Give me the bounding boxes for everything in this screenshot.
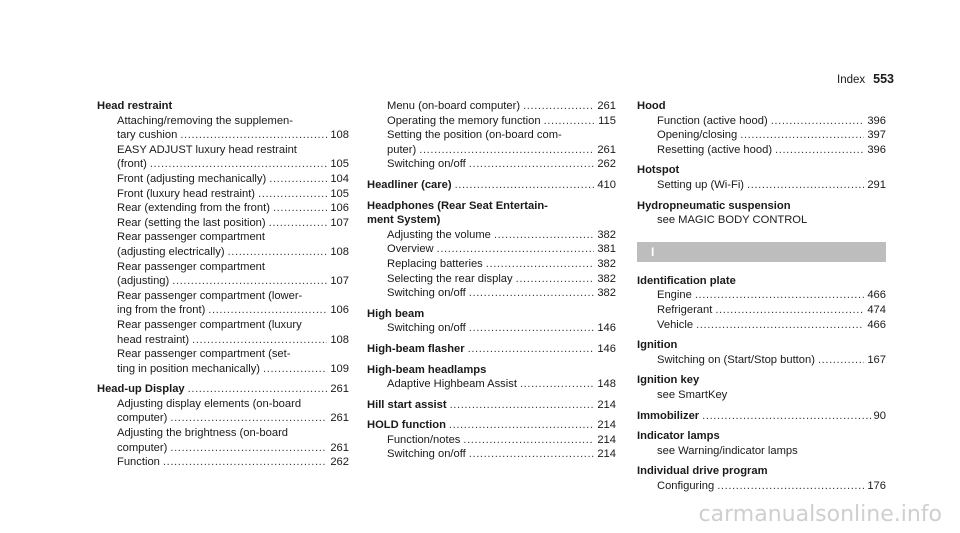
subentry-label: tary cushion (117, 129, 178, 142)
subentry[interactable] (367, 228, 616, 243)
subentry[interactable] (637, 479, 886, 494)
dot-leader (263, 362, 327, 377)
page-ref[interactable]: 262 (330, 456, 349, 469)
subentry[interactable] (97, 187, 349, 202)
subentry[interactable] (97, 362, 349, 377)
dot-leader (208, 303, 327, 318)
dot-leader (450, 398, 595, 413)
page-ref[interactable]: 474 (867, 303, 886, 316)
dot-leader (269, 216, 328, 231)
page-ref[interactable]: 382 (597, 228, 616, 241)
index-column-1 (97, 99, 349, 476)
subentry[interactable] (97, 201, 349, 216)
index-entry-headliner (367, 178, 616, 193)
dot-leader (188, 382, 328, 397)
subentry-label: head restraint) (117, 333, 190, 346)
index-term: Headliner (care) (367, 178, 452, 191)
see-reference[interactable]: see SmartKey (657, 388, 728, 401)
subentry[interactable] (97, 303, 349, 318)
page-ref[interactable]: 146 (597, 342, 616, 355)
subentry[interactable] (637, 318, 886, 333)
dot-leader (715, 303, 864, 318)
page-ref[interactable]: 261 (330, 412, 349, 425)
page-header (837, 72, 894, 86)
page-ref[interactable]: 106 (330, 202, 349, 215)
subentry-text: Adjusting the brightness (on-board (117, 427, 289, 440)
page-ref[interactable]: 396 (867, 114, 886, 127)
subentry[interactable] (367, 321, 616, 336)
index-entry-head-up-display (97, 382, 349, 470)
index-term: Hotspot (637, 164, 680, 177)
index-term-with-page[interactable] (637, 409, 886, 424)
index-term-with-page[interactable] (367, 342, 616, 357)
dot-leader (455, 178, 595, 193)
page-ref[interactable]: 167 (867, 353, 886, 366)
subentry-text: Setting the position (on-board com- (387, 129, 562, 142)
subentry-label: Vehicle (657, 318, 694, 331)
index-term: Hood (637, 100, 666, 112)
subentry-label: (adjusting) (117, 275, 170, 288)
subentry-label: Switching on/off (387, 448, 466, 461)
dot-leader (469, 157, 595, 172)
subentry[interactable] (97, 274, 349, 289)
subentry[interactable] (367, 272, 616, 287)
section-name: Index (837, 74, 866, 86)
dot-leader (740, 128, 864, 143)
subentry-label: Rear (setting the last position) (117, 216, 266, 229)
dot-leader (228, 245, 328, 260)
dot-leader (150, 157, 327, 172)
subentry[interactable] (367, 286, 616, 301)
see-reference[interactable]: see MAGIC BODY CONTROL (657, 214, 808, 227)
page-ref[interactable]: 381 (597, 243, 616, 256)
subentry-label: ting in position mechanically) (117, 362, 261, 375)
subentry[interactable] (637, 353, 886, 368)
index-term: HOLD function (367, 419, 446, 432)
index-term: Indicator lamps (637, 430, 720, 443)
subentry[interactable] (97, 333, 349, 348)
dot-leader (163, 455, 327, 470)
subentry[interactable] (97, 128, 349, 143)
subentry-label: Function (active hood) (657, 114, 768, 127)
index-entry-indicator-lamps (637, 429, 886, 458)
page-ref[interactable]: 109 (330, 362, 349, 375)
page-ref[interactable]: 107 (330, 275, 349, 288)
page-ref[interactable]: 466 (867, 289, 886, 302)
index-entry-head-restraint (97, 99, 349, 376)
index-term-with-page[interactable] (97, 382, 349, 397)
dot-leader (170, 441, 327, 456)
page-ref[interactable]: 107 (330, 216, 349, 229)
subentry-label: computer) (117, 441, 168, 454)
index-term: Head restraint (97, 100, 173, 112)
subentry[interactable] (97, 172, 349, 187)
subentry-label: Switching on/off (387, 322, 466, 335)
dot-leader (180, 128, 327, 143)
index-entry-ignition-key (637, 373, 886, 402)
index-entry-high-beam (367, 307, 616, 336)
dot-leader (468, 342, 595, 357)
index-term-with-page[interactable] (367, 418, 616, 433)
dot-leader (747, 178, 864, 193)
subentry-label: Switching on/off (387, 158, 466, 171)
page-number: 553 (873, 72, 894, 86)
subentry-label: (adjusting electrically) (117, 245, 225, 258)
page-ref[interactable]: 106 (330, 304, 349, 317)
dot-leader (486, 257, 595, 272)
subentry-text: Adjusting display elements (on-board (117, 397, 302, 410)
index-entry-hood (637, 99, 886, 157)
index-entry-hotspot (637, 163, 886, 192)
subentry-label: Adaptive Highbeam Assist (387, 378, 517, 391)
subentry-text: Rear passenger compartment (117, 260, 265, 273)
page-ref[interactable]: 90 (873, 409, 886, 422)
index-term-with-page[interactable] (367, 398, 616, 413)
page-ref[interactable]: 214 (597, 433, 616, 446)
dot-leader (192, 333, 327, 348)
dot-leader (696, 318, 864, 333)
dot-leader (172, 274, 327, 289)
dot-leader (523, 99, 594, 114)
subentry[interactable] (637, 114, 886, 129)
see-reference[interactable]: see Warning/indicator lamps (657, 444, 798, 457)
page-ref[interactable]: 397 (867, 129, 886, 142)
dot-leader (494, 228, 594, 243)
index-term: Immobilizer (637, 409, 700, 422)
index-column-3 (637, 99, 886, 499)
page-ref[interactable]: 261 (597, 100, 616, 112)
page-ref[interactable]: 261 (330, 441, 349, 454)
page-ref[interactable]: 382 (597, 257, 616, 270)
subentry-text: Rear passenger compartment (set- (117, 348, 291, 361)
index-term: Headphones (Rear Seat Entertain- (367, 199, 548, 212)
subentry[interactable] (97, 411, 349, 426)
subentry-label: Switching on (Start/Stop button) (657, 353, 815, 366)
index-entry-individual-drive-program (637, 464, 886, 493)
index-entry-high-beam-flasher (367, 342, 616, 357)
dot-leader (469, 447, 595, 462)
subentry[interactable] (637, 288, 886, 303)
subentry[interactable] (97, 455, 349, 470)
letter-section-header: I (637, 242, 886, 262)
index-term: Identification plate (637, 274, 736, 287)
index-term: High-beam flasher (367, 342, 465, 355)
subentry-label: Selecting the rear display (387, 272, 513, 285)
dot-leader (516, 272, 595, 287)
subentry[interactable] (367, 377, 616, 392)
subentry-label: Adjusting the volume (387, 228, 491, 241)
index-entry-hydropneumatic-suspension (637, 199, 886, 228)
page-ref[interactable]: 261 (597, 143, 616, 156)
subentry[interactable] (97, 157, 349, 172)
subentry-label: Front (adjusting mechanically) (117, 172, 267, 185)
subentry-text: Rear passenger compartment (117, 231, 265, 244)
subentry[interactable] (97, 441, 349, 456)
dot-leader (463, 433, 594, 448)
index-entry-identification-plate (637, 274, 886, 332)
watermark: carmanualsonline.info (698, 502, 942, 527)
page-ref[interactable]: 291 (867, 178, 886, 191)
index-term: Hydropneumatic suspension (637, 199, 791, 212)
page-ref[interactable]: 108 (330, 245, 349, 258)
index-term: ment System) (367, 214, 441, 227)
page-ref[interactable]: 108 (330, 129, 349, 142)
page-ref[interactable]: 105 (330, 187, 349, 200)
subentry[interactable] (637, 178, 886, 193)
index-term: Individual drive program (637, 465, 768, 478)
subentry[interactable] (367, 433, 616, 448)
dot-leader (469, 286, 595, 301)
subentry[interactable] (637, 143, 886, 158)
dot-leader (695, 288, 864, 303)
page-ref[interactable]: 410 (597, 178, 616, 191)
subentry[interactable] (637, 128, 886, 143)
index-entry-hill-start-assist (367, 398, 616, 413)
index-term: Head-up Display (97, 383, 185, 396)
dot-leader (702, 409, 870, 424)
dot-leader (818, 353, 864, 368)
subentry[interactable] (367, 143, 616, 158)
dot-leader (437, 242, 595, 257)
subentry-label: Refrigerant (657, 303, 713, 316)
subentry-label: Menu (on-board computer) (387, 100, 521, 112)
subentry-label: Setting up (Wi-Fi) (657, 178, 745, 191)
dot-leader (449, 418, 594, 433)
subentry-label: Engine (657, 289, 692, 302)
subentry-label: Function/notes (387, 433, 461, 446)
subentry[interactable] (367, 257, 616, 272)
subentry[interactable] (637, 303, 886, 318)
index-term: High beam (367, 307, 425, 320)
dot-leader (775, 143, 864, 158)
page-ref[interactable]: 261 (330, 383, 349, 396)
subentry[interactable] (367, 447, 616, 462)
index-term-with-page[interactable] (367, 178, 616, 193)
dot-leader (771, 114, 865, 129)
subentry[interactable] (367, 242, 616, 257)
index-entry-hold-function (367, 418, 616, 462)
page-ref[interactable]: 214 (597, 448, 616, 461)
page-ref[interactable]: 146 (597, 322, 616, 335)
subentry-text: Rear passenger compartment (luxury (117, 318, 302, 331)
subentry-label: Front (luxury head restraint) (117, 187, 256, 200)
subentry-label: ing from the front) (117, 304, 206, 317)
dot-leader (520, 377, 594, 392)
subentry-label: Overview (387, 243, 434, 256)
dot-leader (544, 114, 596, 129)
page-ref[interactable]: 105 (330, 158, 349, 171)
page-ref[interactable]: 396 (867, 143, 886, 156)
page-ref[interactable]: 262 (597, 158, 616, 171)
subentry-label: Rear (extending from the front) (117, 202, 270, 215)
index-term: Ignition (637, 339, 678, 352)
dot-leader (273, 201, 327, 216)
index-entry-high-beam-headlamps (367, 363, 616, 392)
subentry-label: Replacing batteries (387, 257, 483, 270)
subentry-label: computer) (117, 412, 168, 425)
index-entry-ignition (637, 338, 886, 367)
dot-leader (419, 143, 594, 158)
subentry-text: Rear passenger compartment (lower- (117, 289, 303, 302)
subentry-label: Function (117, 456, 160, 469)
page-ref[interactable]: 382 (597, 272, 616, 285)
index-entry-headphones (367, 199, 616, 301)
page-ref[interactable]: 382 (597, 287, 616, 300)
subentry-label: Operating the memory function (387, 114, 541, 127)
dot-leader (469, 321, 595, 336)
subentry-label: Resetting (active hood) (657, 143, 773, 156)
page-ref[interactable]: 104 (330, 172, 349, 185)
subentry-text: Attaching/removing the supplemen- (117, 114, 293, 127)
page-ref[interactable]: 214 (597, 398, 616, 411)
subentry[interactable] (367, 114, 616, 129)
index-term: Hill start assist (367, 398, 447, 411)
index-column-2 (367, 99, 616, 468)
dot-leader (258, 187, 327, 202)
page-ref[interactable]: 115 (598, 114, 616, 127)
subentry[interactable] (367, 99, 616, 114)
subentry-text: EASY ADJUST luxury head restraint (117, 143, 297, 156)
subentry-label: Switching on/off (387, 287, 466, 300)
dot-leader (170, 411, 327, 426)
subentry-label: Configuring (657, 479, 715, 492)
page-ref[interactable]: 148 (597, 378, 616, 391)
subentry[interactable] (367, 157, 616, 172)
page-ref[interactable]: 466 (867, 318, 886, 331)
page-ref[interactable]: 176 (867, 479, 886, 492)
subentry-label: Opening/closing (657, 129, 738, 142)
dot-leader (717, 479, 864, 494)
index-term: High-beam headlamps (367, 363, 487, 376)
subentry[interactable] (97, 216, 349, 231)
index-entry-immobilizer (637, 409, 886, 424)
subentry-label: puter) (387, 143, 417, 156)
index-term: Ignition key (637, 374, 700, 387)
dot-leader (269, 172, 327, 187)
subentry[interactable] (97, 245, 349, 260)
page-ref[interactable]: 214 (597, 419, 616, 432)
subentry-label: (front) (117, 158, 147, 171)
page-ref[interactable]: 108 (330, 333, 349, 346)
index-entry-head-up-display-cont (367, 99, 616, 172)
